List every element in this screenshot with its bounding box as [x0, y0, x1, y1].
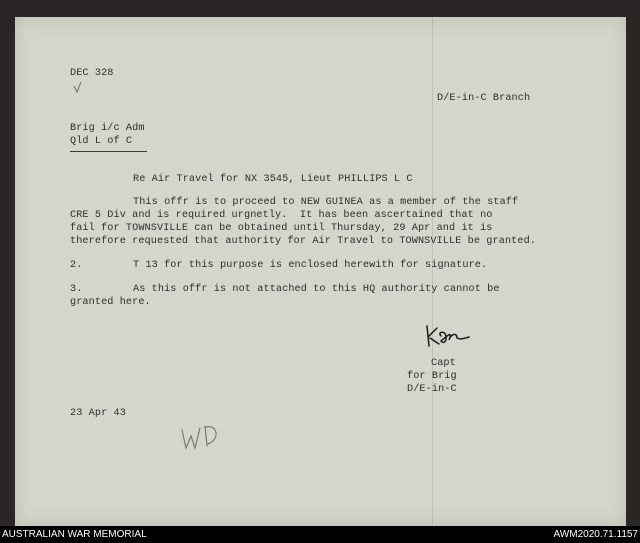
paragraph-1-line-2: CRE 5 Div and is required urgnetly. It has been ascertained that no — [70, 210, 493, 221]
archive-footer — [0, 526, 640, 543]
addressee-line-2: Qld L of C — [70, 136, 133, 147]
branch-header: D/E-in-C Branch — [437, 93, 531, 104]
paragraph-1-line-1: This offr is to proceed to NEW GUINEA as a member of the staff — [133, 197, 519, 208]
signature-rank: Capt — [431, 358, 456, 369]
addressee-underline — [70, 151, 147, 152]
signature-for: for Brig — [407, 371, 457, 382]
addressee-line-1: Brig i/c Adm — [70, 123, 145, 134]
signature-unit: D/E-in-C — [407, 384, 457, 395]
document-reference: DEC 328 — [70, 68, 114, 79]
paragraph-1-line-4: therefore requested that authority for Air Travel to TOWNSVILLE be granted. — [70, 236, 537, 247]
handwritten-signature — [421, 322, 473, 350]
document-date: 23 Apr 43 — [70, 408, 126, 419]
pencil-tick-mark — [72, 80, 84, 100]
footer-accession-number: AWM2020.71.1157 — [553, 529, 638, 540]
handwritten-wd-mark — [178, 418, 226, 454]
subject-line: Re Air Travel for NX 3545, Lieut PHILLIPS L C — [133, 174, 413, 185]
footer-institution: AUSTRALIAN WAR MEMORIAL — [2, 529, 147, 540]
paragraph-3-line-2: granted here. — [70, 297, 151, 308]
paragraph-2-text: T 13 for this purpose is enclosed herewith for signature. — [133, 260, 488, 271]
paragraph-3-number: 3. — [70, 284, 83, 295]
paragraph-2-number: 2. — [70, 260, 83, 271]
paragraph-1-line-3: fail for TOWNSVILLE can be obtained until Thursday, 29 Apr and it is — [70, 223, 493, 234]
paragraph-3-line-1: As this offr is not attached to this HQ authority cannot be — [133, 284, 500, 295]
